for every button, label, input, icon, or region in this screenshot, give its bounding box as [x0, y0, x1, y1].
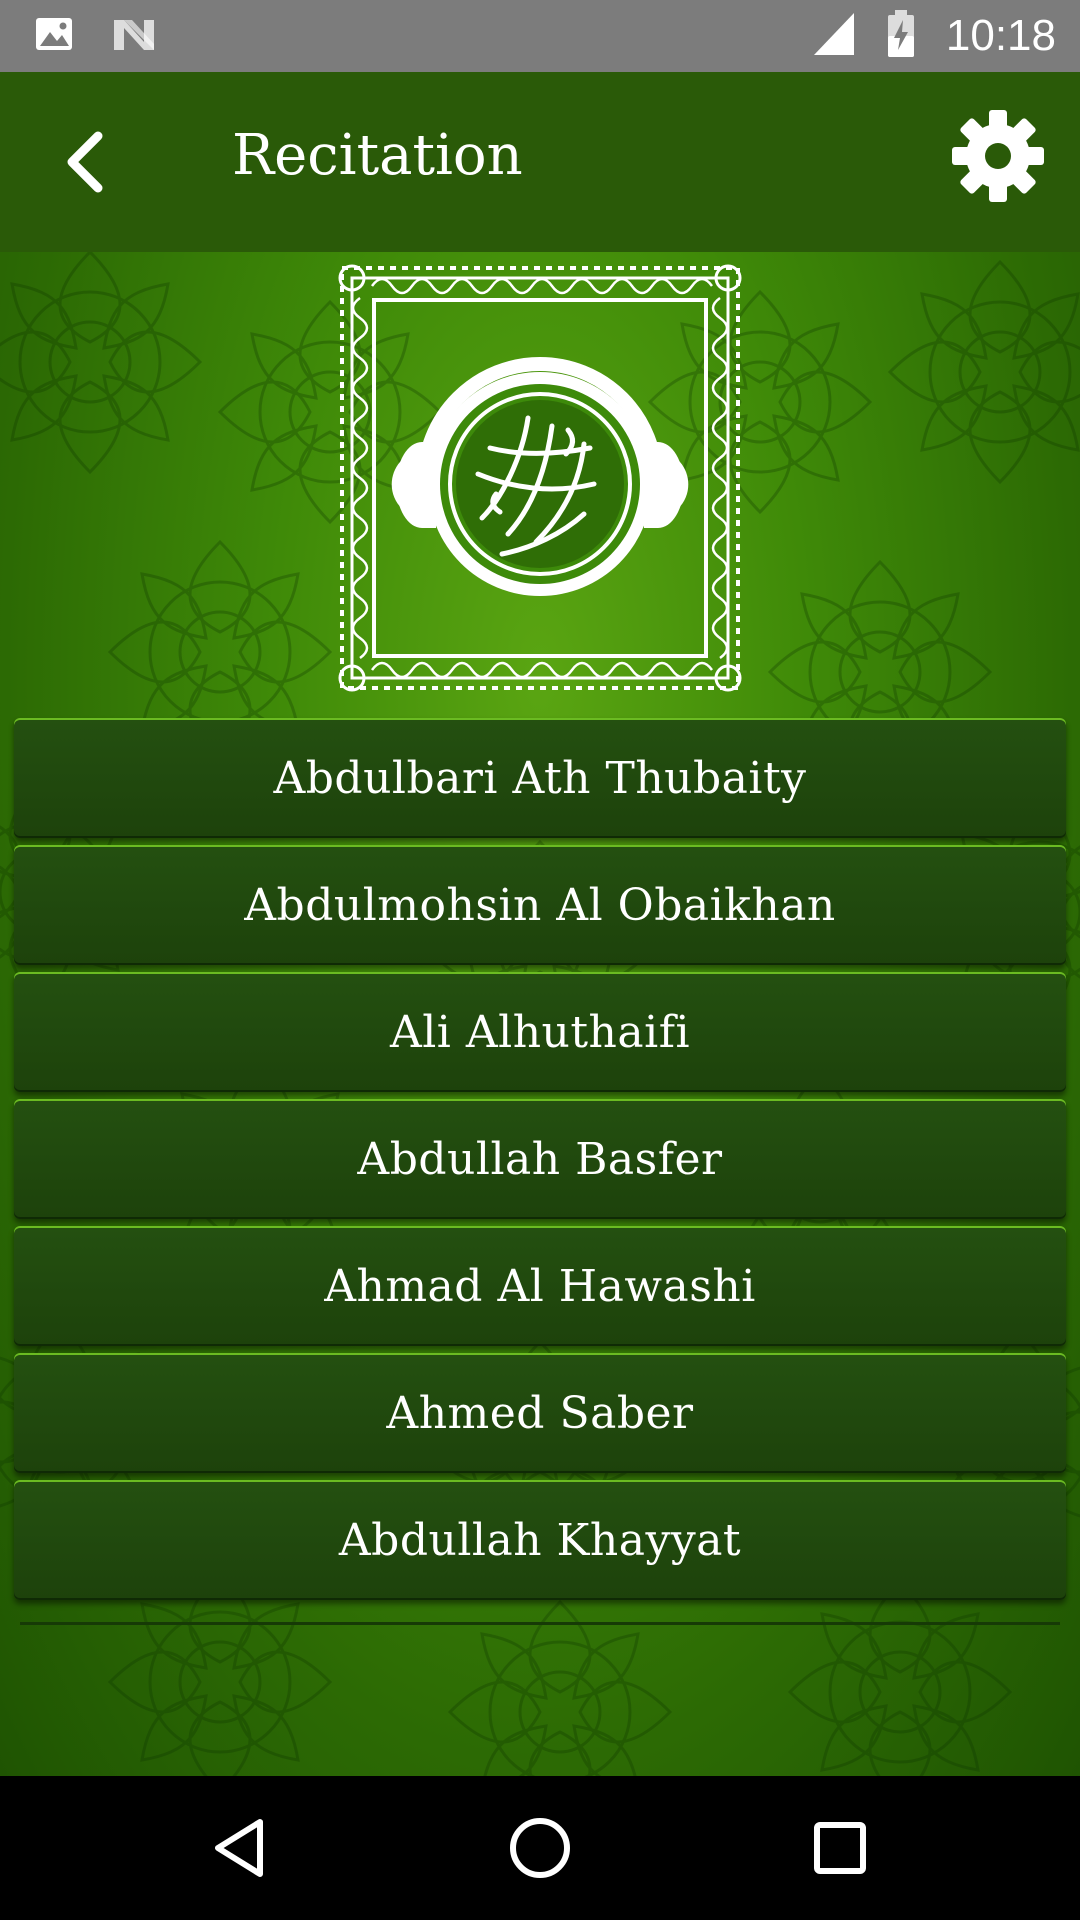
battery-charging-icon — [886, 10, 916, 62]
list-divider — [20, 1622, 1060, 1625]
system-nav-bar — [0, 1776, 1080, 1920]
image-icon — [34, 14, 74, 58]
list-item[interactable] — [14, 1226, 1066, 1346]
list-item[interactable] — [14, 718, 1066, 838]
reciter-name: Abdulmohsin Al Obaikhan — [244, 879, 836, 931]
signal-icon — [812, 11, 856, 61]
chevron-left-icon — [52, 120, 122, 204]
list-item[interactable] — [14, 972, 1066, 1092]
back-button[interactable] — [52, 120, 122, 204]
reciter-name: Ahmad Al Hawashi — [324, 1260, 756, 1312]
n-logo-icon — [112, 14, 156, 58]
reciter-name: Abdulbari Ath Thubaity — [273, 752, 807, 804]
reciter-name: Abdullah Basfer — [357, 1133, 723, 1185]
reciter-name: Ahmed Saber — [386, 1387, 694, 1439]
back-triangle-icon — [200, 1808, 280, 1888]
page-title: Recitation — [232, 123, 523, 188]
quran-headphones-logo — [332, 258, 748, 698]
status-bar — [0, 0, 1080, 72]
recents-square-icon — [800, 1808, 880, 1888]
home-circle-icon — [500, 1808, 580, 1888]
status-right-icons — [812, 10, 1056, 62]
nav-back-button[interactable] — [200, 1808, 280, 1888]
app-bar — [0, 72, 1080, 252]
nav-home-button[interactable] — [500, 1808, 580, 1888]
list-item[interactable] — [14, 1099, 1066, 1219]
status-left-icons — [34, 14, 156, 58]
gear-icon — [950, 108, 1046, 204]
list-item[interactable] — [14, 1353, 1066, 1473]
list-item[interactable] — [14, 845, 1066, 965]
list-item[interactable] — [14, 1480, 1066, 1600]
reciter-name: Abdullah Khayyat — [338, 1514, 742, 1566]
settings-button[interactable] — [950, 108, 1046, 204]
reciter-list — [14, 718, 1066, 1607]
status-time: 10:18 — [945, 11, 1056, 60]
reciter-name: Ali Alhuthaifi — [389, 1006, 691, 1058]
content-area — [0, 252, 1080, 1776]
nav-recents-button[interactable] — [800, 1808, 880, 1888]
